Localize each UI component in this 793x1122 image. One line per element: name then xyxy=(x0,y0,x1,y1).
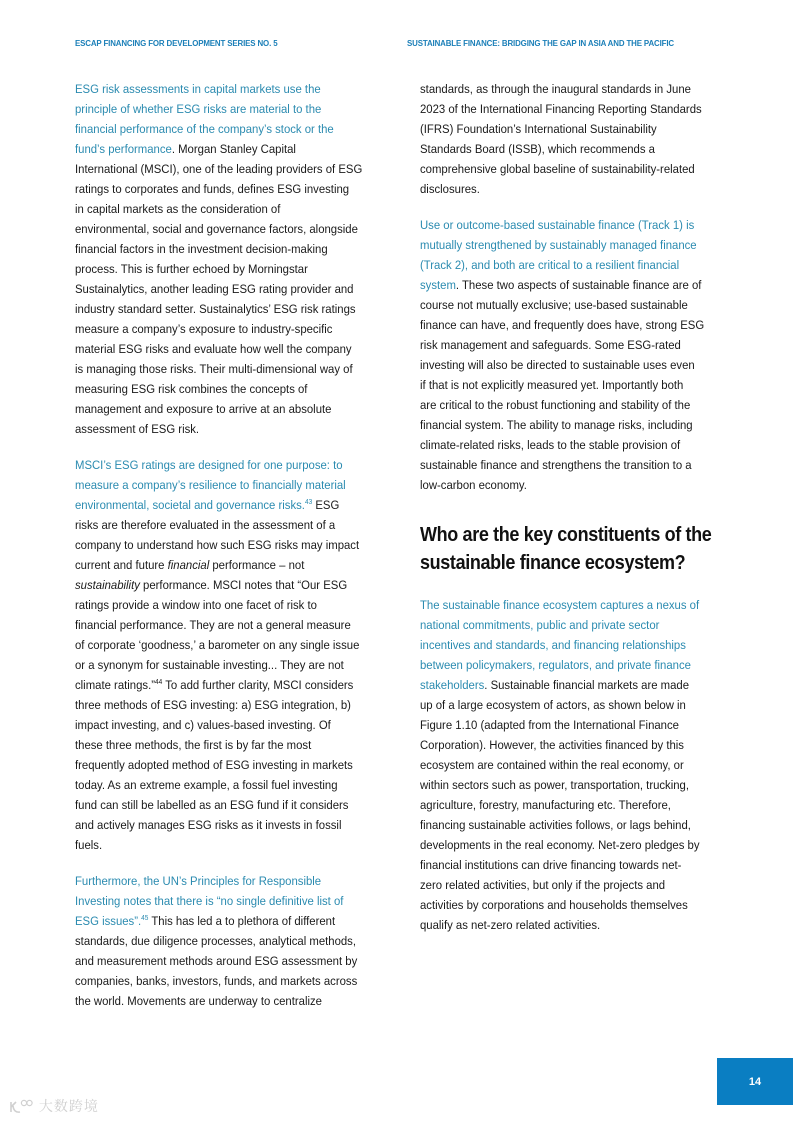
text-line: financial institutions can drive financing towards net- xyxy=(420,858,682,872)
text-line: climate-related risks, leads to the stable provision of xyxy=(420,438,681,452)
highlight-text: system xyxy=(420,278,456,292)
emphasis-text: sustainability xyxy=(75,578,140,592)
text-line: national commitments, public and private sector xyxy=(420,618,660,632)
body-text: current and future xyxy=(75,558,168,572)
text-line: financial performance. They are not a general measure xyxy=(75,618,351,632)
footnote-marker[interactable]: 44 xyxy=(154,678,163,686)
text-line: Use or outcome-based sustainable finance (Track 1) is xyxy=(420,218,695,232)
text-line: zero related activities, but only if the projects and xyxy=(420,878,666,892)
text-line: the world. Movements are underway to centralize xyxy=(75,994,322,1008)
text-line: activities by corporations and households themselves xyxy=(420,898,688,912)
text-line: and measurement methods around ESG assessment by xyxy=(75,954,358,968)
text-line: within sectors such as power, transportation, trucking, xyxy=(420,778,690,792)
paragraph-issb-standards xyxy=(420,79,720,199)
paragraph-msci-ratings xyxy=(75,455,375,855)
paragraph-esg-risk-assessments xyxy=(75,79,375,439)
text-line: frequently adopted method of ESG investing in markets xyxy=(75,758,353,772)
highlight-text: fund’s performance xyxy=(75,142,172,156)
text-line: finance can have, and frequently does have, strong ESG xyxy=(420,318,705,332)
paragraph-track-1-2 xyxy=(420,215,720,495)
left-column xyxy=(75,79,375,1027)
text-line: principle of whether ESG risks are material to the xyxy=(75,102,322,116)
body-text: performance – not xyxy=(209,558,305,572)
text-line: mutually strengthened by sustainably managed finance xyxy=(420,238,697,252)
text-line: (Track 2), and both are critical to a resilient financial xyxy=(420,258,680,272)
text-line: of corporate ‘goodness,’ a barometer on any single issue xyxy=(75,638,360,652)
text-line xyxy=(75,139,354,159)
page-number-badge xyxy=(717,1058,793,1105)
text-line xyxy=(420,275,702,295)
body-text: climate ratings.” xyxy=(75,678,155,692)
text-line: Investing notes that there is “no single definitive list of xyxy=(75,894,344,908)
text-line: sustainable finance and strengthens the transition to a xyxy=(420,458,692,472)
text-line: investing will also be directed to sustainable uses even xyxy=(420,358,695,372)
text-line: ecosystem are contained within the real economy, or xyxy=(420,758,684,772)
text-line: incentives and standards, and financing relationships xyxy=(420,638,686,652)
footnote-marker[interactable]: 43 xyxy=(304,498,313,506)
text-line: three methods of ESG investing: a) ESG integration, b) xyxy=(75,698,351,712)
text-line xyxy=(420,675,699,695)
emphasis-text: financial xyxy=(167,558,210,572)
text-line: measure a company’s resilience to financially material xyxy=(75,478,346,492)
text-line: ratings to corporates and funds, defines ESG investing xyxy=(75,182,350,196)
body-text: . Morgan Stanley Capital xyxy=(171,142,296,156)
text-line: standards, due diligence processes, analytical methods, xyxy=(75,934,357,948)
text-line: Sustainalytics, another leading ESG rating provider and xyxy=(75,282,354,296)
heading-line: Who are the key constituents of the xyxy=(420,524,712,546)
body-text: This has led a to plethora of different xyxy=(148,914,336,928)
body-text: ESG xyxy=(312,498,340,512)
text-line: (IFRS) Foundation’s International Sustainability xyxy=(420,122,657,136)
text-line: are critical to the robust functioning and stability of the xyxy=(420,398,691,412)
body-text: To add further clarity, MSCI considers xyxy=(162,678,354,692)
text-line: ratings provide a window into one facet of risk to xyxy=(75,598,317,612)
text-line: ESG risk assessments in capital markets use the xyxy=(75,82,321,96)
text-line: environmental, social and governance factors, alongside xyxy=(75,222,358,236)
text-line: fund can still be labelled as an ESG fund if it considers xyxy=(75,798,349,812)
text-line: measure a company’s exposure to industry-specific xyxy=(75,322,333,336)
text-line: Standards Board (ISSB), which recommends a xyxy=(420,142,655,156)
text-line: assessment of ESG risk. xyxy=(75,422,200,436)
text-line: today. As an extreme example, a fossil fuel investing xyxy=(75,778,338,792)
text-line: Furthermore, the UN’s Principles for Responsible xyxy=(75,874,322,888)
text-line: material ESG risks and evaluate how well the company xyxy=(75,342,352,356)
text-line: Corporation). However, the activities financed by this xyxy=(420,738,684,752)
text-line: if that is not explicitly measured yet. Importantly both xyxy=(420,378,684,392)
heading-line: sustainable finance ecosystem? xyxy=(420,552,686,574)
footnote-marker[interactable]: 45 xyxy=(141,914,149,922)
paragraph-un-pri xyxy=(75,871,375,1011)
highlight-text: environmental, societal and governance risks. xyxy=(75,498,305,512)
body-text: . These two aspects of sustainable finance are of xyxy=(455,278,702,292)
text-line: and actively manages ESG risks as it invests in fossil xyxy=(75,818,342,832)
text-line: in capital markets as the consideration of xyxy=(75,202,281,216)
text-line xyxy=(75,675,354,695)
text-line: course not mutually exclusive; use-based sustainable xyxy=(420,298,688,312)
text-line xyxy=(75,575,354,595)
text-line: management and exposure to arrive at an absolute xyxy=(75,402,332,416)
running-header-right: SUSTAINABLE FINANCE: BRIDGING THE GAP IN ASIA AND THE PACIFIC xyxy=(407,38,675,48)
paragraph-ecosystem xyxy=(420,595,720,935)
text-line: companies, banks, investors, funds, and markets across xyxy=(75,974,358,988)
text-line: qualify as net-zero related activities. xyxy=(420,918,601,932)
text-line: International (MSCI), one of the leading providers of ESG xyxy=(75,162,363,176)
page-number: 14 xyxy=(748,1075,762,1088)
watermark-logo-icon xyxy=(8,1099,34,1115)
text-line: developments in the real economy. Net-zero pledges by xyxy=(420,838,700,852)
text-line: between policymakers, regulators, and private finance xyxy=(420,658,691,672)
text-line: industry standard setter. Sustainalytics’ ESG risk ratings xyxy=(75,302,356,316)
text-line: financial performance of the company’s stock or the xyxy=(75,122,334,136)
right-column xyxy=(420,79,720,951)
text-line: Figure 1.10 (adapted from the International Finance xyxy=(420,718,679,732)
text-line: up of a large ecosystem of actors, as shown below in xyxy=(420,698,686,712)
text-line xyxy=(75,495,354,515)
highlight-text: stakeholders xyxy=(420,678,485,692)
text-line xyxy=(75,911,354,931)
text-line: agriculture, forestry, manufacturing etc. Therefore, xyxy=(420,798,671,812)
text-line: measuring ESG risk combines the concepts of xyxy=(75,382,308,396)
text-line xyxy=(75,555,354,575)
body-text: . Sustainable financial markets are made xyxy=(484,678,690,692)
text-line: 2023 of the International Financing Reporting Standards xyxy=(420,102,702,116)
text-line: impact investing, and c) values-based investing. Of xyxy=(75,718,331,732)
text-line: company to understand how such ESG risks may impact xyxy=(75,538,360,552)
text-line: financial system. The ability to manage risks, including xyxy=(420,418,693,432)
text-line: these three methods, the first is by far the most xyxy=(75,738,312,752)
text-line: fuels. xyxy=(75,838,103,852)
watermark-text: 大数跨境 xyxy=(38,1098,99,1114)
text-line: risks are therefore evaluated in the assessment of a xyxy=(75,518,336,532)
running-header-left: ESCAP FINANCING FOR DEVELOPMENT SERIES NO. 5 xyxy=(75,38,278,48)
text-line: comprehensive global baseline of sustainability-related xyxy=(420,162,695,176)
text-line: process. This is further echoed by Morningstar xyxy=(75,262,308,276)
highlight-text: ESG issues”. xyxy=(75,914,142,928)
text-line: or a synonym for sustainable investing... They are not xyxy=(75,658,344,672)
text-line: low-carbon economy. xyxy=(420,478,527,492)
section-heading xyxy=(420,521,720,577)
text-line: disclosures. xyxy=(420,182,480,196)
text-line: MSCI’s ESG ratings are designed for one purpose: to xyxy=(75,458,343,472)
body-text: performance. MSCI notes that “Our ESG xyxy=(139,578,348,592)
text-line: standards, as through the inaugural standards in June xyxy=(420,82,691,96)
text-line: financial factors in the investment decision-making xyxy=(75,242,328,256)
watermark xyxy=(8,1096,99,1116)
text-line: The sustainable finance ecosystem captures a nexus of xyxy=(420,598,700,612)
text-line: is managing those risks. Their multi-dimensional way of xyxy=(75,362,353,376)
text-line: risk management and safeguards. Some ESG-rated xyxy=(420,338,681,352)
text-line: financing sustainable activities follows, or lags behind, xyxy=(420,818,691,832)
